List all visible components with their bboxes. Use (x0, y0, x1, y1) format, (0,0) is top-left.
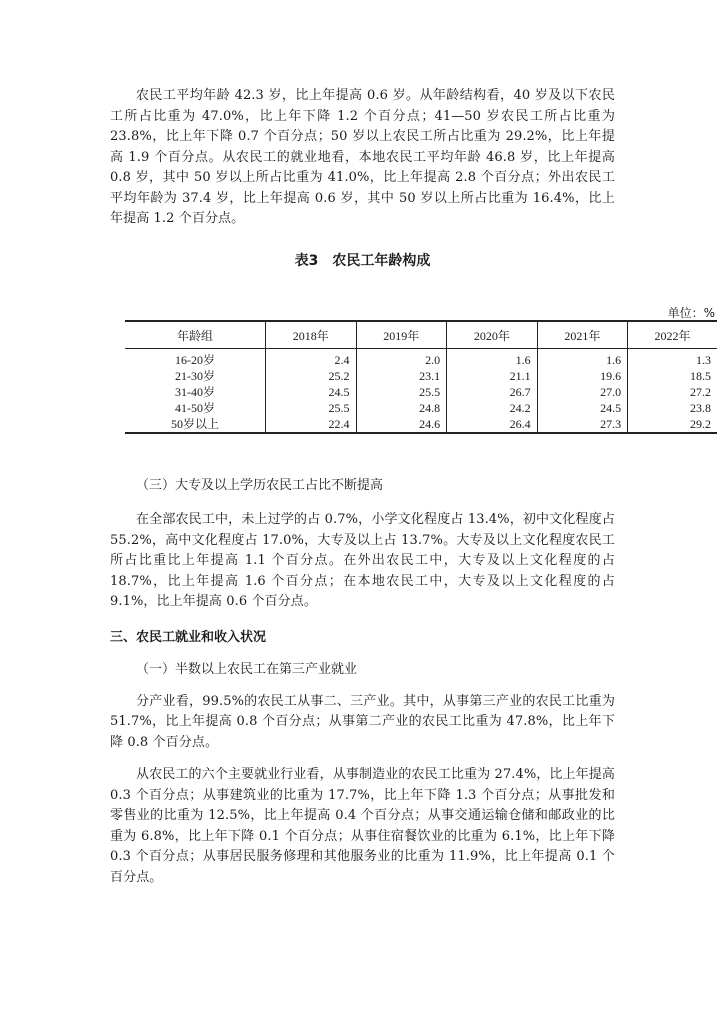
cell-value: 1.6 (447, 349, 538, 369)
cell-age-group: 16-20岁 (175, 353, 215, 367)
cell-value: 24.5 (266, 384, 357, 400)
table-row (125, 349, 717, 369)
table-row (125, 416, 717, 433)
cell-value: 2.4 (266, 349, 357, 369)
cell-value: 25.5 (356, 384, 447, 400)
table-row (125, 384, 717, 400)
cell-value: 18.5 (628, 368, 717, 384)
cell-value: 24.8 (356, 400, 447, 416)
table-header-row (125, 321, 717, 349)
table-row (125, 368, 717, 384)
cell-value: 26.4 (447, 416, 538, 433)
table-row (125, 400, 717, 416)
cell-value: 24.5 (537, 400, 628, 416)
cell-value: 27.0 (537, 384, 628, 400)
age-structure-table (125, 320, 717, 434)
cell-value: 2.0 (356, 349, 447, 369)
sectors-paragraph: 从农民工的六个主要就业行业看，从事制造业的农民工比重为 27.4%，比上年提高 0.3 个百分点；从事建筑业的比重为 17.7%，比上年下降 1.3 个百分点；从事批发和零售业的比重为 12.5%，比上年提高 0.4 个百分点；从事交通运输仓储和邮政业的比重为 6.8%，比上年下降 0.1 个百分点；从事住宿餐饮业的比重为 6.1%，比上年下降 0.3 个百分点；从事居民服务修理和其他服务业的比重为 11.9%，比上年提高 0.1 个百分点。 (110, 767, 615, 885)
cell-value: 25.5 (266, 400, 357, 416)
cell-value: 23.1 (356, 368, 447, 384)
cell-value: 23.8 (628, 400, 717, 416)
education-subheading: （三）大专及以上学历农民工占比不断提高 (136, 478, 384, 493)
table-unit: 单位：% (667, 306, 715, 320)
cell-value: 26.7 (447, 384, 538, 400)
cell-age-group: 21-30岁 (175, 369, 215, 383)
cell-value: 29.2 (628, 416, 717, 433)
header-2019: 2019年 (356, 321, 447, 349)
header-2020: 2020年 (447, 321, 538, 349)
education-section (110, 476, 615, 888)
cell-value: 1.6 (537, 349, 628, 369)
cell-value: 24.2 (447, 400, 538, 416)
cell-value: 25.2 (266, 368, 357, 384)
cell-age-group: 50岁以上 (125, 416, 266, 433)
cell-value: 27.3 (537, 416, 628, 433)
cell-value: 19.6 (537, 368, 628, 384)
header-2021: 2021年 (537, 321, 628, 349)
cell-value: 22.4 (266, 416, 357, 433)
document-page (110, 86, 715, 885)
header-age-group: 年龄组 (125, 321, 266, 349)
tertiary-subheading: （一）半数以上农民工在第三产业就业 (136, 661, 358, 677)
cell-value: 27.2 (628, 384, 717, 400)
table-title: 表3 农民工年龄构成 (294, 253, 431, 269)
cell-value: 24.6 (356, 416, 447, 433)
cell-value: 1.3 (628, 349, 717, 369)
industry-paragraph: 分产业看，99.5%的农民工从事二、三产业。其中，从事第三产业的农民工比重为 51.7%，比上年提高 0.8 个百分点；从事第二产业的农民工比重为 47.8%，比上年下降 0.8 个百分点。 (110, 693, 615, 750)
education-paragraph: 在全部农民工中，未上过学的占 0.7%，小学文化程度占 13.4%，初中文化程度占 55.2%，高中文化程度占 17.0%，大专及以上占 13.7%。大专及以上文化程度农民工所占比重比上年提高 1.1 个百分点。在外出农民工中，大专及以上文化程度的占 18.7%，比上年提高 1.6 个百分点；在本地农民工中，大专及以上文化程度的占 9.1%，比上年提高 0.6 个百分点。 (110, 512, 615, 609)
age-intro-paragraph: 农民工平均年龄 42.3 岁，比上年提高 0.6 岁。从年龄结构看，40 岁及以下农民工所占比重为 47.0%，比上年下降 1.2 个百分点；41—50 岁农民工所占比重为 23.8%，比上年下降 0.7 个百分点；50 岁以上农民工所占比重为 29.2%，比上年提高 1.9 个百分点。从农民工的就业地看，本地农民工平均年龄 46.8 岁，比上年提高 0.8 岁，其中 50 岁以上所占比重为 41.0%，比上年提高 2.8 个百分点；外出农民工平均年龄为 37.4 岁，比上年提高 0.6 岁，其中 50 岁以上所占比重为 16.4%，比上年提高 1.2 个百分点。 (110, 88, 615, 226)
cell-value: 21.1 (447, 368, 538, 384)
cell-age-group: 41-50岁 (175, 401, 215, 415)
header-2018: 2018年 (266, 321, 357, 349)
header-2022: 2022年 (628, 321, 717, 349)
cell-age-group: 31-40岁 (175, 385, 215, 399)
section-3-heading: 三、农民工就业和收入状况 (110, 629, 267, 645)
